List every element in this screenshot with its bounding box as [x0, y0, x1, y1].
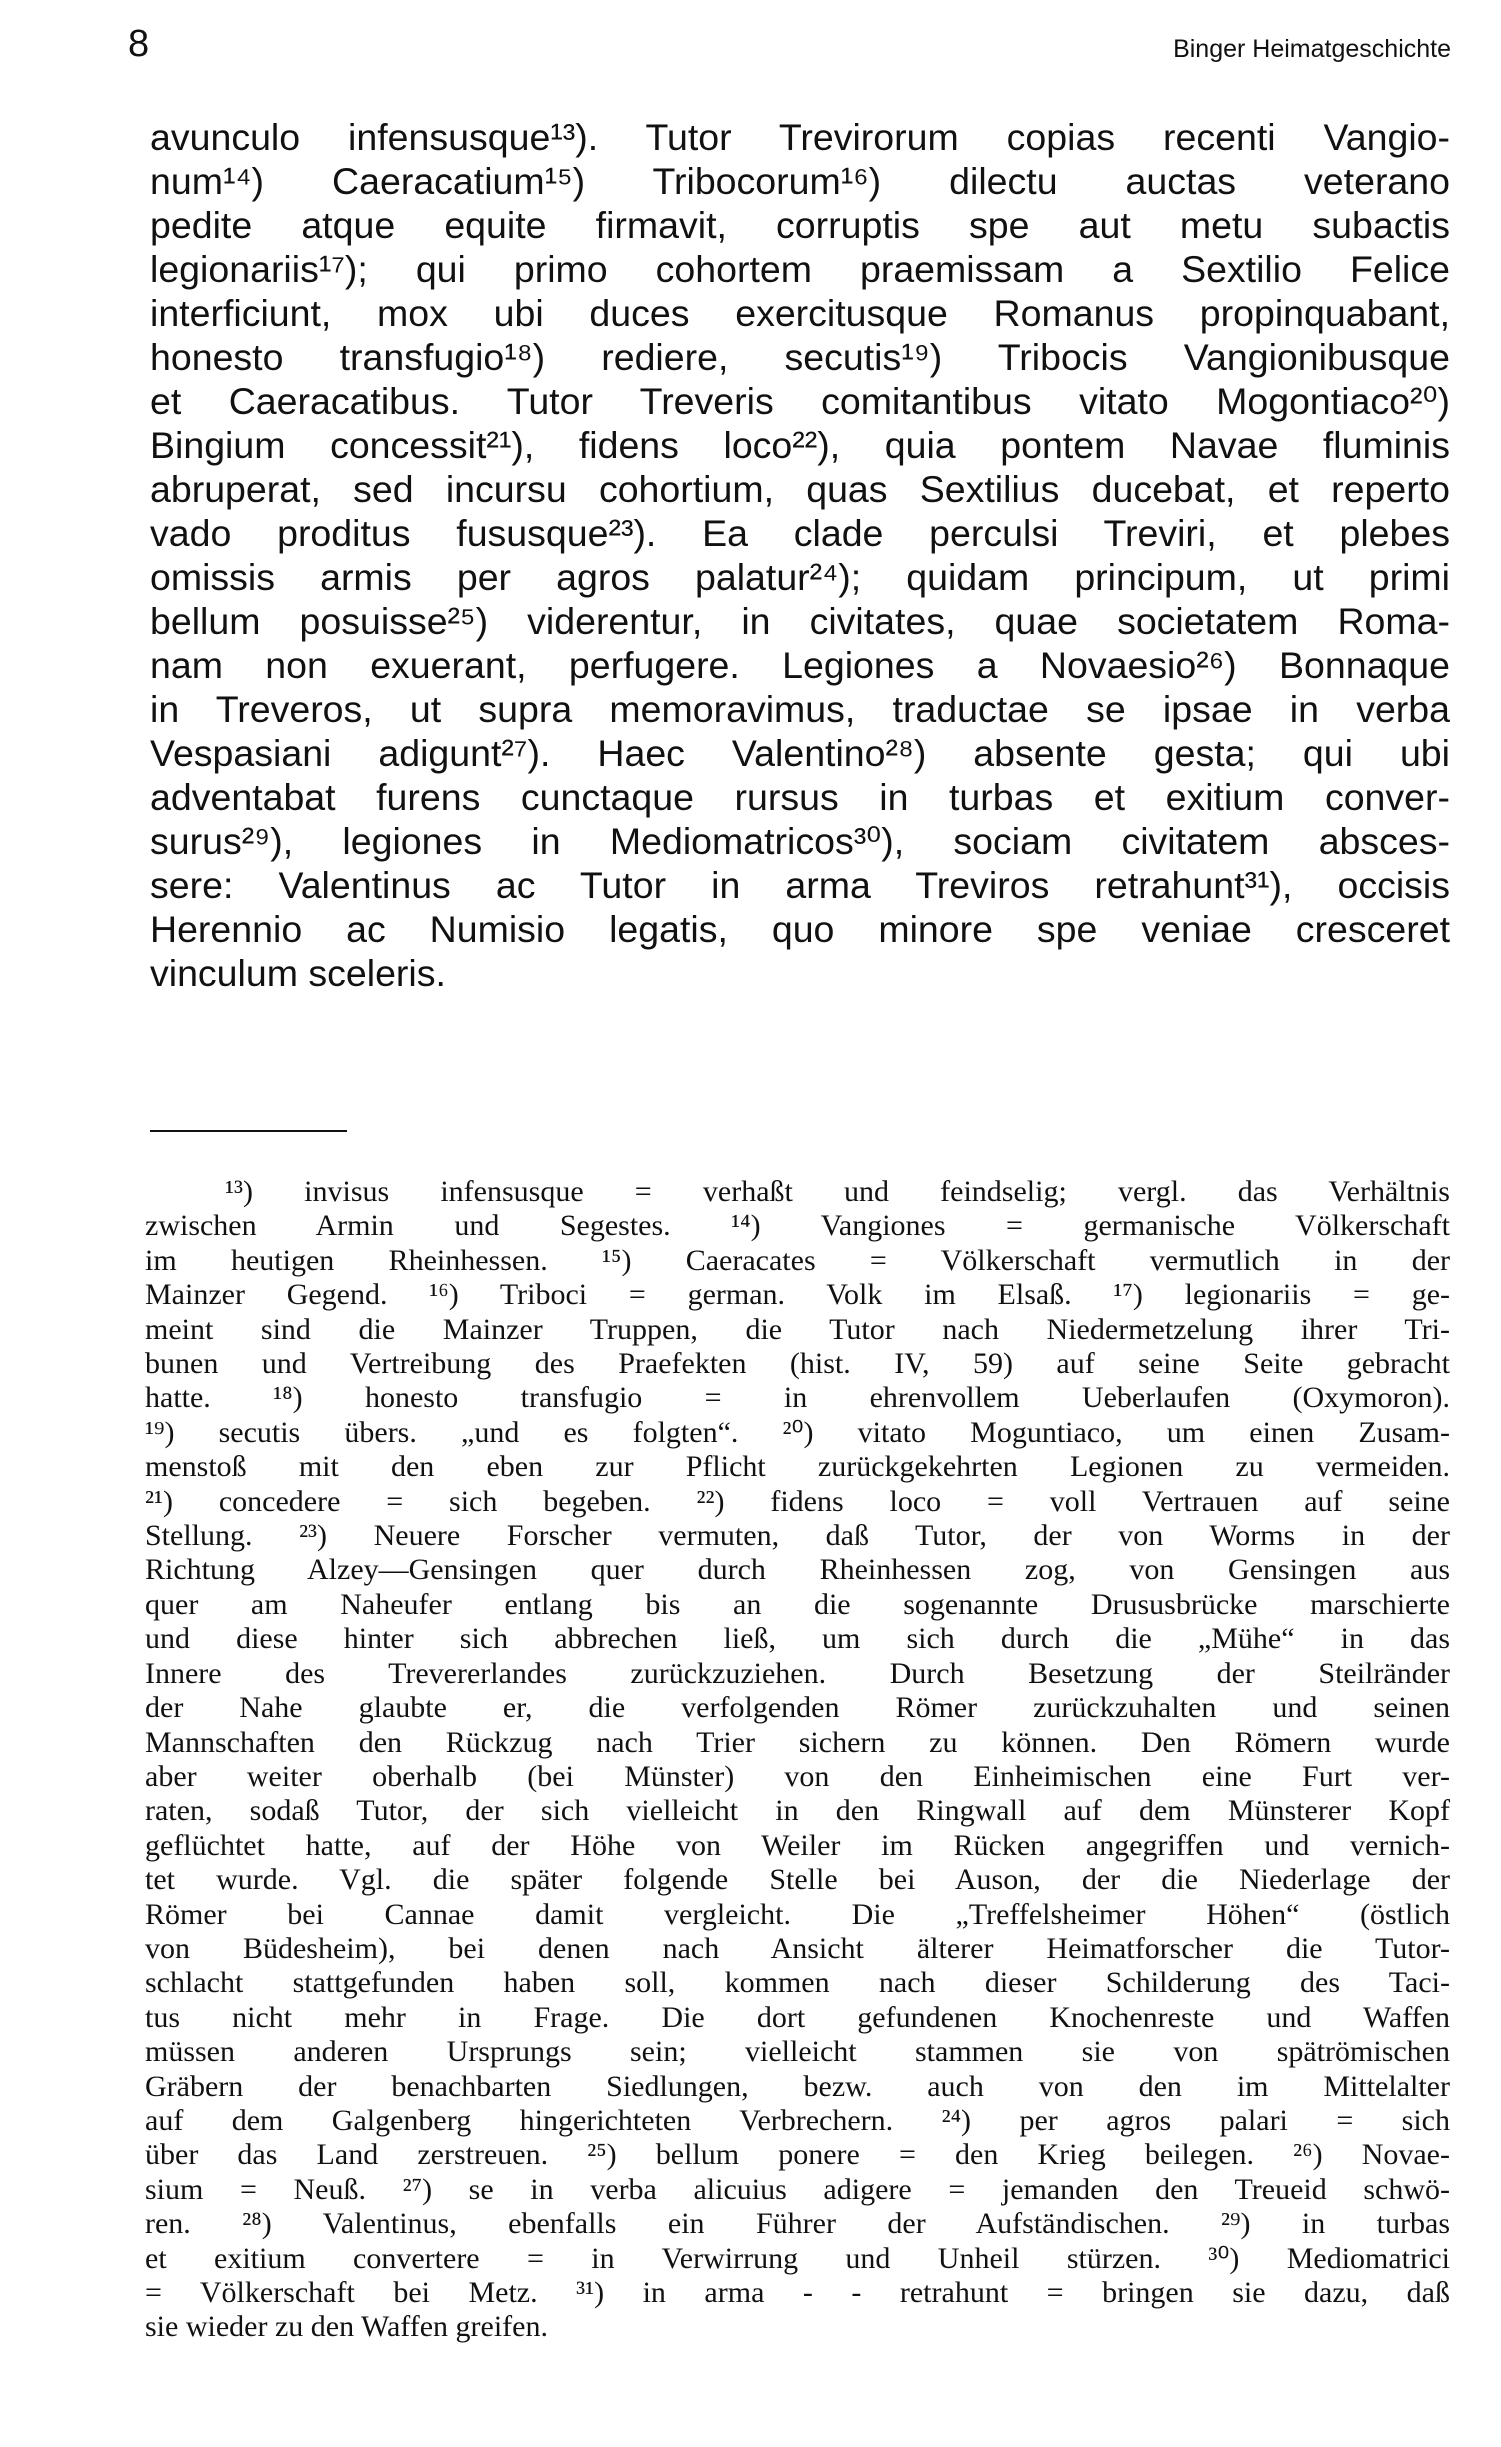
footnote-line: bunen und Vertreibung des Praefekten (hist. IV, 59) auf seine Seite gebracht	[145, 1347, 1450, 1381]
text-line: legionariis¹⁷); qui primo cohortem praemissam a Sextilio Felice	[150, 248, 1450, 290]
footnote-line: Mannschaften den Rückzug nach Trier sichern zu können. Den Römern wurde	[145, 1725, 1450, 1759]
text-line: in Treveros, ut supra memoravimus, traductae se ipsae in verba	[150, 688, 1450, 730]
text-line: honesto transfugio¹⁸) rediere, secutis¹⁹) Tribocis Vangionibusque	[150, 336, 1450, 378]
latin-text-body	[150, 115, 1450, 995]
footnote-line: Stellung. ²³) Neuere Forscher vermuten, daß Tutor, der von Worms in der	[145, 1519, 1450, 1553]
footnote-line: ren. ²⁸) Valentinus, ebenfalls ein Führer der Aufständischen. ²⁹) in turbas	[145, 2207, 1450, 2241]
footnote-line: ¹³) invisus infensusque = verhaßt und feindselig; vergl. das Verhältnis	[225, 1175, 1450, 1208]
text-line: bellum posuisse²⁵) viderentur, in civitates, quae societatem Roma-	[150, 600, 1450, 642]
footnote-line: tet wurde. Vgl. die später folgende Stelle bei Auson, der die Niederlage der	[145, 1863, 1450, 1897]
footnote-line: Mainzer Gegend. ¹⁶) Triboci = german. Volk im Elsaß. ¹⁷) legionariis = ge-	[145, 1278, 1450, 1312]
page-header	[0, 0, 1501, 80]
text-line: Herennio ac Numisio legatis, quo minore spe veniae cresceret	[150, 908, 1450, 950]
footnote-line: aber weiter oberhalb (bei Münster) von den Einheimischen eine Furt ver-	[145, 1759, 1450, 1793]
text-line: num¹⁴) Caeracatium¹⁵) Tribocorum¹⁶) dilectu auctas veterano	[150, 160, 1450, 202]
footnote-line: müssen anderen Ursprungs sein; vielleicht stammen sie von spätrömischen	[145, 2035, 1450, 2069]
footnote-line: und diese hinter sich abbrechen ließ, um sich durch die „Mühe“ in das	[145, 1622, 1450, 1656]
footnote-line: meint sind die Mainzer Truppen, die Tutor nach Niedermetzelung ihrer Tri-	[145, 1312, 1450, 1346]
page-number: 8	[128, 23, 150, 65]
text-line: nam non exuerant, perfugere. Legiones a Novaesio²⁶) Bonnaque	[150, 644, 1450, 686]
footnote-separator	[150, 1130, 347, 1132]
footnote-line: hatte. ¹⁸) honesto transfugio = in ehrenvollem Ueberlaufen (Oxymoron).	[145, 1381, 1450, 1415]
text-line: abruperat, sed incursu cohortium, quas Sextilius ducebat, et reperto	[150, 468, 1450, 510]
footnote-line: = Völkerschaft bei Metz. ³¹) in arma - - retrahunt = bringen sie dazu, daß	[145, 2276, 1450, 2309]
footnote-line: et exitium convertere = in Verwirrung und Unheil stürzen. ³⁰) Mediomatrici	[145, 2241, 1450, 2275]
footnote-line: der Nahe glaubte er, die verfolgenden Römer zurückzuhalten und seinen	[145, 1691, 1450, 1725]
footnotes	[145, 1175, 1450, 2345]
footnote-line: quer am Naheufer entlang bis an die sogenannte Drususbrücke marschierte	[145, 1587, 1450, 1621]
text-line: pedite atque equite firmavit, corruptis spe aut metu subactis	[150, 204, 1450, 246]
footnote-line: sie wieder zu den Waffen greifen.	[145, 2310, 548, 2344]
text-line: Bingium concessit²¹), fidens loco²²), quia pontem Navae fluminis	[150, 424, 1450, 466]
footnote-line: ²¹) concedere = sich begeben. ²²) fidens loco = voll Vertrauen auf seine	[145, 1484, 1450, 1518]
text-line: vado proditus fususque²³). Ea clade perculsi Treviri, et plebes	[150, 512, 1450, 554]
footnote-line: zwischen Armin und Segestes. ¹⁴) Vangiones = germanische Völkerschaft	[145, 1209, 1450, 1243]
footnote-line: über das Land zerstreuen. ²⁵) bellum ponere = den Krieg beilegen. ²⁶) Novae-	[145, 2138, 1450, 2172]
text-line: et Caeracatibus. Tutor Treveris comitantibus vitato Mogontiaco²⁰)	[150, 380, 1450, 422]
footnote-line: Römer bei Cannae damit vergleicht. Die „Treffelsheimer Höhen“ (östlich	[145, 1897, 1450, 1931]
text-line: surus²⁹), legiones in Mediomatricos³⁰), sociam civitatem absces-	[150, 820, 1450, 862]
text-line: avunculo infensusque¹³). Tutor Trevirorum copias recenti Vangio-	[150, 116, 1450, 158]
text-line: adventabat furens cunctaque rursus in turbas et exitium conver-	[150, 776, 1450, 818]
text-line: vinculum sceleris.	[150, 952, 446, 994]
footnote-line: von Büdesheim), bei denen nach Ansicht älterer Heimatforscher die Tutor-	[145, 1931, 1450, 1965]
footnote-line: geflüchtet hatte, auf der Höhe von Weiler im Rücken angegriffen und vernich-	[145, 1828, 1450, 1862]
running-head: Binger Heimatgeschichte	[1173, 35, 1451, 63]
footnote-line: sium = Neuß. ²⁷) se in verba alicuius adigere = jemanden den Treueid schwö-	[145, 2172, 1450, 2206]
footnote-line: im heutigen Rheinhessen. ¹⁵) Caeracates = Völkerschaft vermutlich in der	[145, 1243, 1450, 1277]
text-line: sere: Valentinus ac Tutor in arma Treviros retrahunt³¹), occisis	[150, 864, 1450, 906]
footnote-line: Gräbern der benachbarten Siedlungen, bezw. auch von den im Mittelalter	[145, 2069, 1450, 2103]
footnote-line: raten, sodaß Tutor, der sich vielleicht in den Ringwall auf dem Münsterer Kopf	[145, 1794, 1450, 1828]
footnote-line: ¹⁹) secutis übers. „und es folgten“. ²⁰) vitato Moguntiaco, um einen Zusam-	[145, 1415, 1450, 1449]
footnote-line: auf dem Galgenberg hingerichteten Verbrechern. ²⁴) per agros palari = sich	[145, 2103, 1450, 2137]
text-line: Vespasiani adigunt²⁷). Haec Valentino²⁸) absente gesta; qui ubi	[150, 732, 1450, 774]
text-line: omissis armis per agros palatur²⁴); quidam principum, ut primi	[150, 556, 1450, 598]
footnote-line: menstoß mit den eben zur Pflicht zurückgekehrten Legionen zu vermeiden.	[145, 1450, 1450, 1484]
footnote-line: Innere des Trevererlandes zurückzuziehen. Durch Besetzung der Steilränder	[145, 1656, 1450, 1690]
text-line: interficiunt, mox ubi duces exercitusque Romanus propinquabant,	[150, 292, 1450, 334]
footnote-line: schlacht stattgefunden haben soll, kommen nach dieser Schilderung des Taci-	[145, 1966, 1450, 2000]
footnote-line: Richtung Alzey—Gensingen quer durch Rheinhessen zog, von Gensingen aus	[145, 1553, 1450, 1587]
footnote-line: tus nicht mehr in Frage. Die dort gefundenen Knochenreste und Waffen	[145, 2000, 1450, 2034]
